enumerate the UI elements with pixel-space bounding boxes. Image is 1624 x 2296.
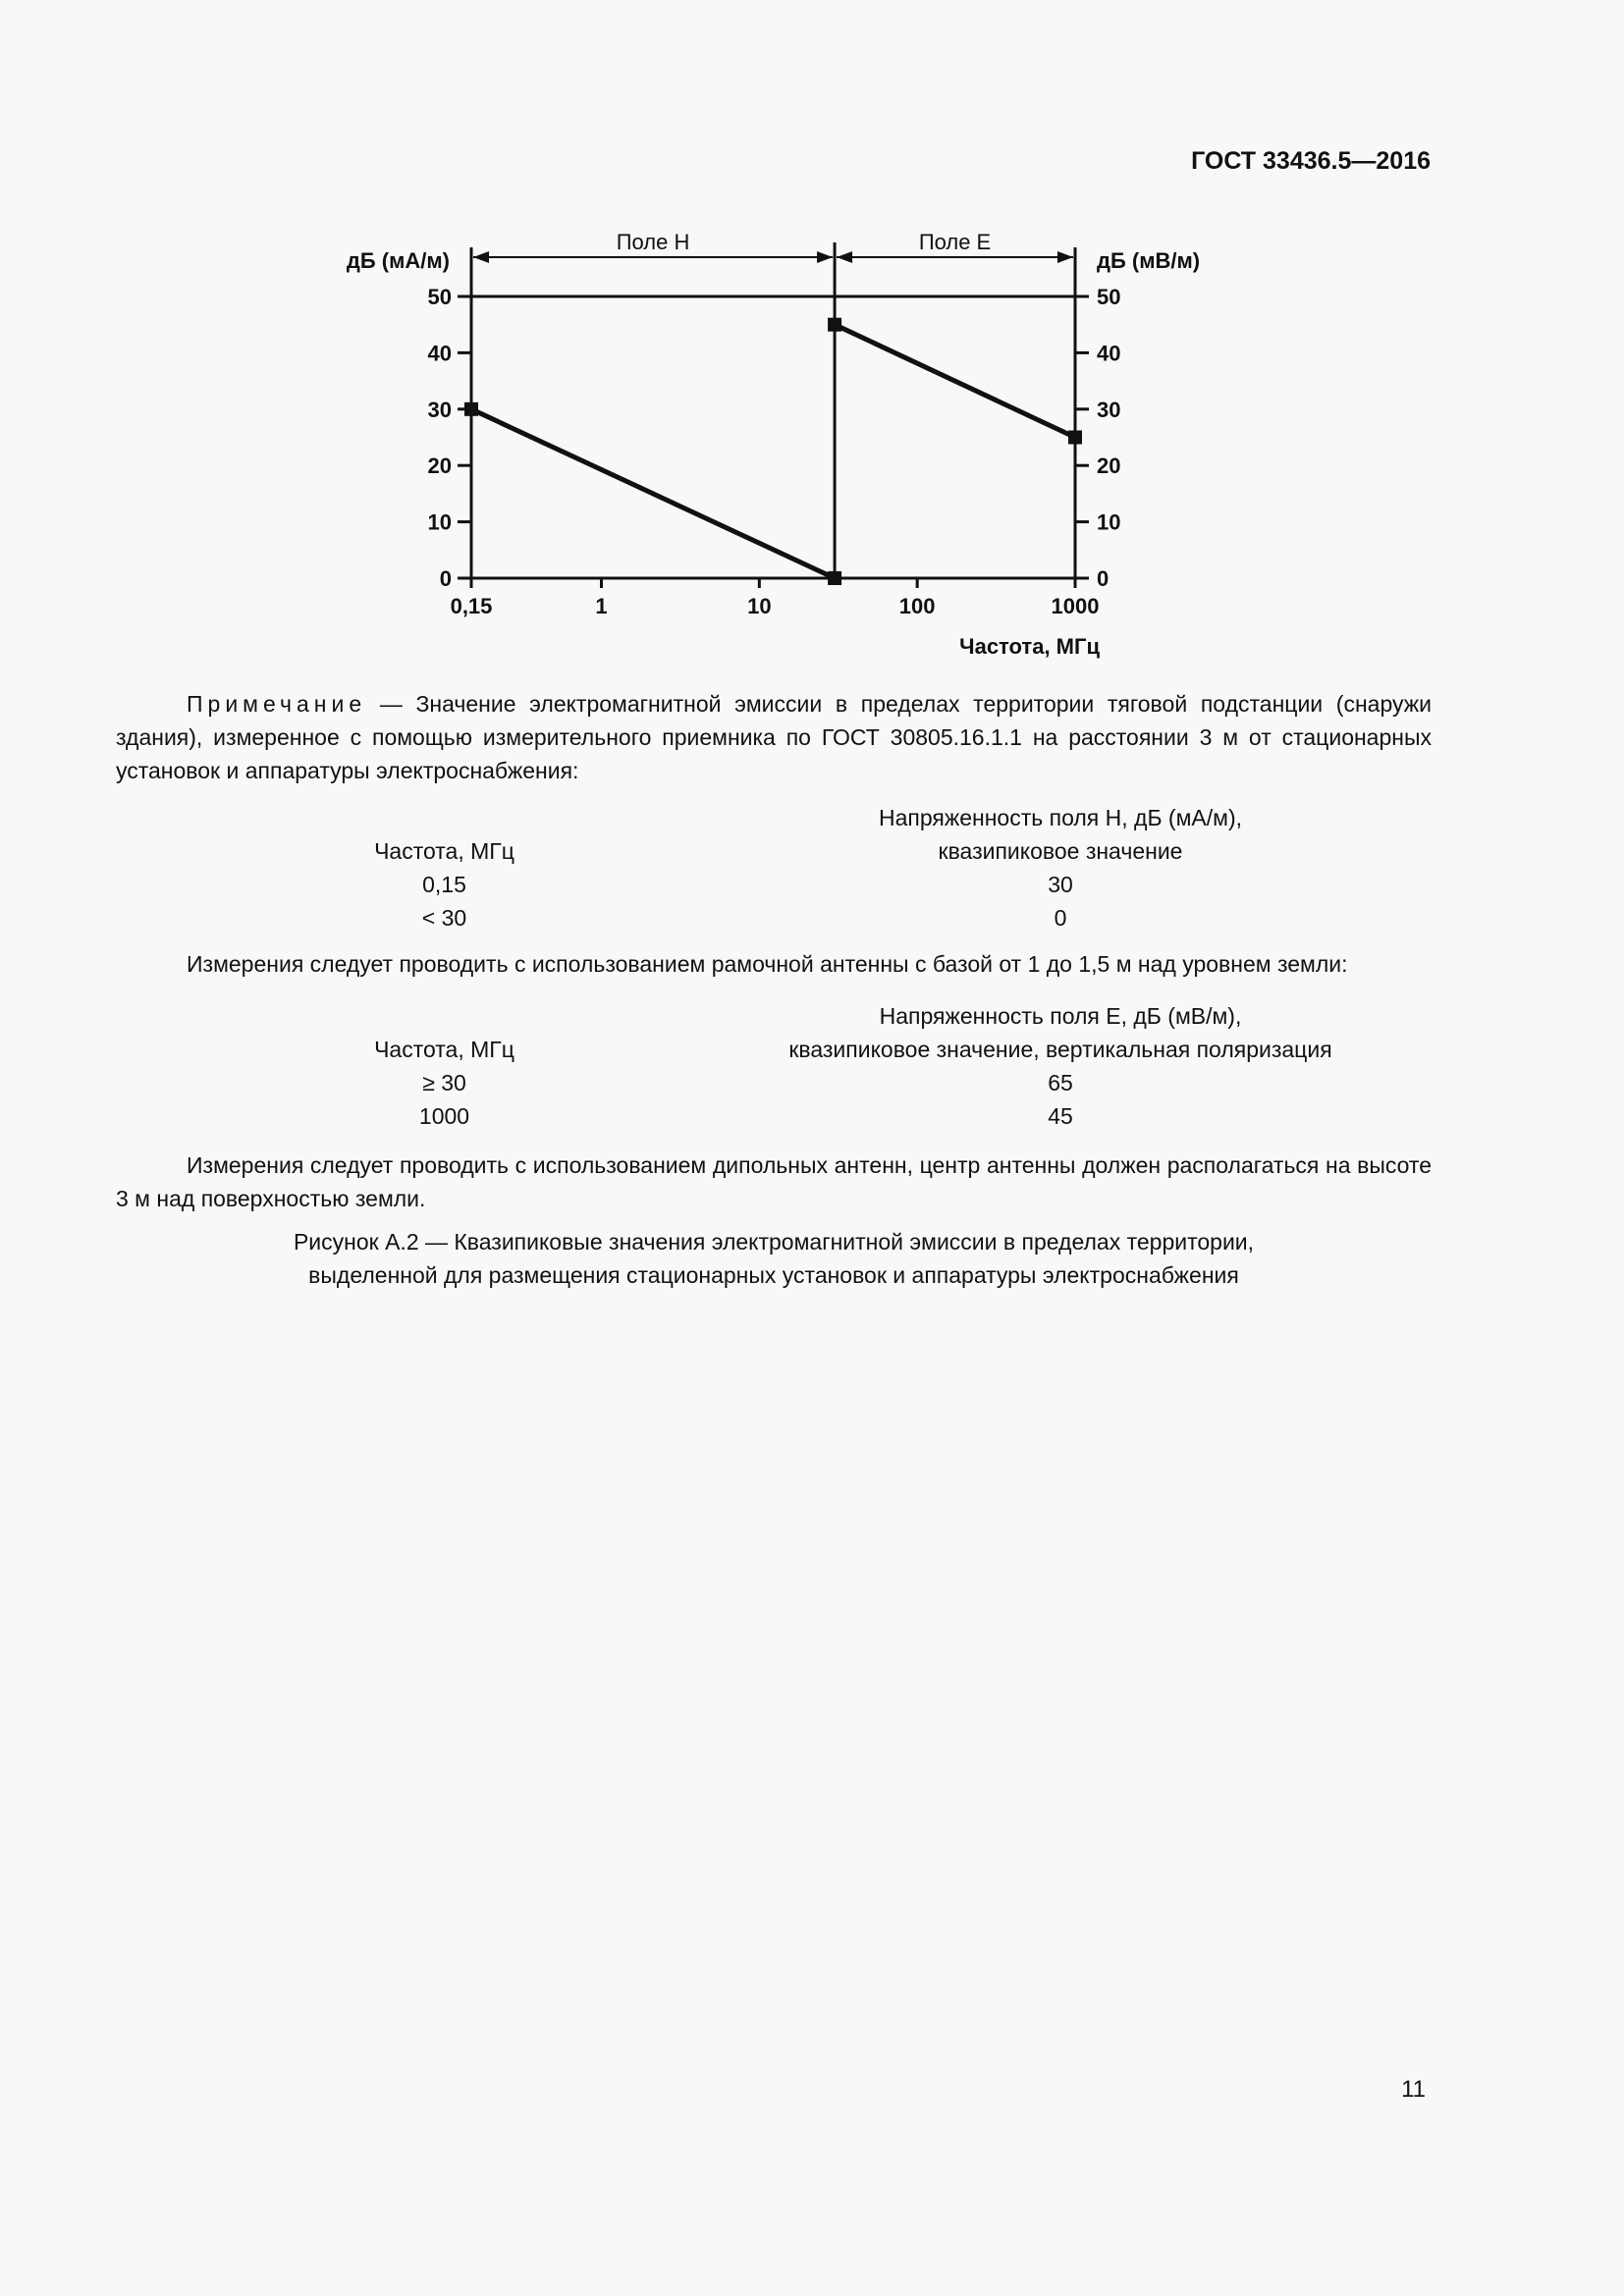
page-number: 11 <box>1401 2076 1426 2103</box>
cell-frequency: 0,15 <box>422 872 466 897</box>
cell-frequency: ≥ 30 <box>422 1070 466 1095</box>
note-label: Примечание <box>187 691 367 717</box>
column-header-line: Напряженность поля E, дБ (мВ/м), <box>879 1003 1242 1029</box>
paragraph-dipole-antenna <box>116 1148 1432 1215</box>
caption-line: выделенной для размещения стационарных установок и аппаратуры электроснабжения <box>308 1262 1239 1288</box>
note <box>116 687 1432 787</box>
y-tick-label-right: 50 <box>1097 285 1121 309</box>
cell-value: 30 <box>1048 872 1073 897</box>
y-axis-label-right: дБ (мВ/м) <box>1097 248 1201 273</box>
region-label: Поле H <box>616 230 690 254</box>
column-header-line: Напряженность поля H, дБ (мА/м), <box>879 805 1242 830</box>
x-axis-label: Частота, МГц <box>959 634 1100 659</box>
y-tick-label-right: 20 <box>1097 454 1121 479</box>
x-tick-label: 1000 <box>1051 594 1100 618</box>
cell-value: 0 <box>1054 905 1067 931</box>
column-header-field-e <box>736 999 1384 1066</box>
region-arrow-right <box>1057 251 1073 263</box>
x-tick-label: 10 <box>747 594 772 618</box>
cell-value: 65 <box>1048 1070 1073 1095</box>
table-row <box>314 901 1394 934</box>
y-tick-label-left: 40 <box>427 341 452 366</box>
column-header-frequency: Частота, МГц <box>374 1037 514 1062</box>
x-tick-label: 0,15 <box>450 594 493 618</box>
data-point-marker <box>828 571 841 585</box>
paragraph-loop-antenna <box>116 947 1432 981</box>
table-row <box>314 868 1394 901</box>
table-header <box>314 999 1394 1066</box>
table-row <box>314 1099 1394 1133</box>
caption-line: Рисунок А.2 — Квазипиковые значения электромагнитной эмиссии в пределах территории, <box>293 1229 1255 1255</box>
figure-caption <box>116 1225 1432 1292</box>
document-code: ГОСТ 33436.5—2016 <box>1191 147 1431 175</box>
region-label: Поле E <box>918 230 992 254</box>
series-line <box>471 409 835 578</box>
x-tick-label: 100 <box>898 594 936 618</box>
data-point-marker <box>1068 431 1082 445</box>
note-text: — Значение электромагнитной эмиссии в пределах территории тяговой подстанции (снаружи здания), измеренное с помощью измерительного приемника по ГОСТ 30805.16.1.1 на расстоянии 3 м от стационарных установок и аппаратуры электроснабжения: <box>116 691 1432 783</box>
y-tick-label-left: 30 <box>427 397 452 422</box>
column-header-frequency: Частота, МГц <box>374 838 514 864</box>
data-point-marker <box>828 318 841 332</box>
paragraph-text: Измерения следует проводить с использованием дипольных антенн, центр антенны должен располагаться на высоте 3 м над поверхностью земли. <box>116 1152 1432 1211</box>
y-tick-label-right: 30 <box>1097 397 1121 422</box>
region-arrow-right <box>817 251 833 263</box>
series-line <box>835 325 1075 438</box>
y-tick-label-left: 0 <box>439 566 452 591</box>
data-point-marker <box>464 402 478 416</box>
table-row <box>314 1066 1394 1099</box>
paragraph-text: Измерения следует проводить с использованием рамочной антенны с базой от 1 до 1,5 м над уровнем земли: <box>187 951 1348 977</box>
x-tick-label: 1 <box>595 594 608 618</box>
table-field-h <box>314 801 1394 934</box>
table-field-e <box>314 999 1394 1133</box>
table-header <box>314 801 1394 868</box>
column-header-line: квазипиковое значение <box>938 838 1183 864</box>
y-tick-label-left: 20 <box>427 454 452 479</box>
column-header-field-h <box>736 801 1384 868</box>
y-tick-label-left: 50 <box>427 285 452 309</box>
region-arrow-left <box>837 251 852 263</box>
cell-frequency: 1000 <box>418 1103 470 1129</box>
emission-chart <box>324 218 1237 669</box>
column-header-line: квазипиковое значение, вертикальная поляризация <box>788 1037 1332 1062</box>
y-tick-label-left: 10 <box>427 509 452 535</box>
y-tick-label-right: 10 <box>1097 509 1121 535</box>
region-arrow-left <box>473 251 489 263</box>
cell-value: 45 <box>1048 1103 1073 1129</box>
cell-frequency: < 30 <box>421 905 467 931</box>
y-axis-label-left: дБ (мА/м) <box>346 248 450 273</box>
y-tick-label-right: 40 <box>1097 341 1121 366</box>
y-tick-label-right: 0 <box>1097 566 1110 591</box>
